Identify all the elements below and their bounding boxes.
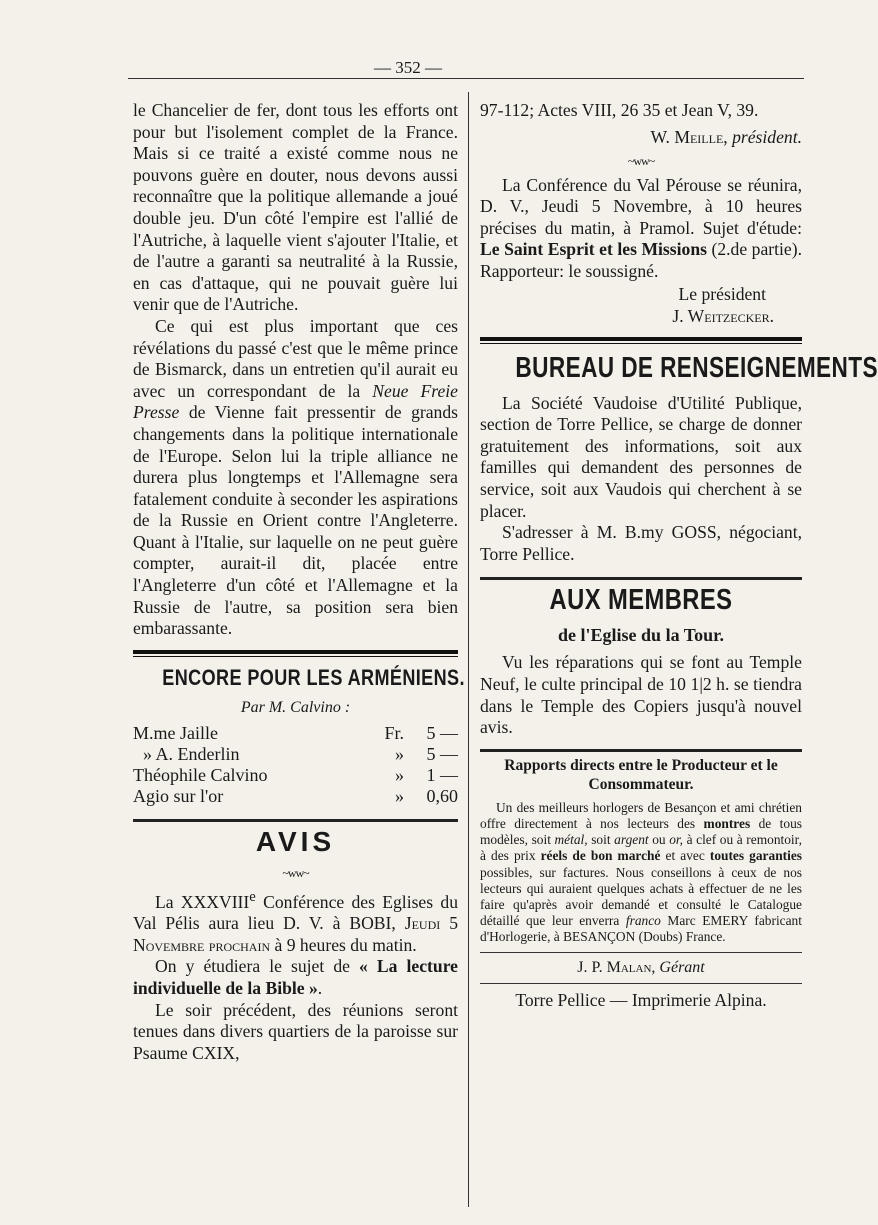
section-rule [480, 983, 802, 984]
section-rule [480, 749, 802, 752]
donation-row: M.me Jaille Fr. 5 — [133, 722, 458, 743]
perouse-paragraph: La Conférence du Val Pérouse se réunira, D. V., Jeudi 5 Novembre, à 10 heures précises du matin, à Pramol. Sujet d'étude: Le Saint Esprit et les Missions (2.de partie). Rapporteur: le soussigné. [480, 174, 802, 281]
donation-row: Théophile Calvino » 1 — [133, 764, 458, 785]
bureau-paragraph-2: S'adresser à M. B.my GOSS, négociant, Torre Pellice. [480, 522, 802, 564]
armeniens-heading: ENCORE POUR LES ARMÉNIENS. [162, 664, 465, 690]
avis-continuation: 97-112; Actes VIII, 26 35 et Jean V, 39. [480, 100, 759, 120]
armeniens-byline: Par M. Calvino : [240, 698, 351, 716]
column-divider [468, 92, 469, 1207]
ornament: ~ww~ [627, 153, 655, 168]
section-rule [480, 337, 802, 344]
membres-heading: AUX MEMBRES [549, 584, 733, 617]
bureau-paragraph-1: La Société Vaudoise d'Utilité Publique, section de Torre Pellice, se charge de donner gratuitement des informations, soit aux familles qui demandent des personnes de service, soit aux Vaudois qui cherchent à se placer. [480, 392, 802, 521]
avis-paragraph-3: Le soir précédent, des réunions seront tenues dans divers quartiers de la paroisse sur Psaume CXIX, [133, 999, 458, 1063]
donation-row: Agio sur l'or » 0,60 [133, 785, 458, 806]
rapports-paragraph: Un des meilleurs horlogers de Besançon et ami chrétien offre directement à nos lecteurs des montres de tous modèles, soit métal, soit argent ou or, à clef ou à remontoir, à des prix réels de bon marché et avec toutes garanties possibles, sur factures. Nous conseillons à ceux de nos lecteurs qui auraient quelques achats à effectuer de ne les faire qu'après avoir demandé et consulté le Catalogue détaillé que leur enverra franco Marc EMERY fabricant d'Horlogerie, à BESANÇON (Doubs) France. [480, 799, 802, 945]
ornament: ~ww~ [282, 865, 309, 880]
avis-signature: W. Meille, président. [650, 126, 802, 147]
right-column [480, 100, 878, 1011]
newspaper-name: Neue Freie Presse [133, 380, 458, 423]
avis-paragraph-1: La XXXVIIIe Conférence des Eglises du Val Pélis aura lieu D. V. à BOBI, Jeudi 5 Novembre prochain à 9 heures du matin. [133, 888, 458, 955]
section-rule [133, 819, 458, 822]
membres-paragraph: Vu les réparations qui se font au Temple Neuf, le culte principal de 10 1|2 h. se tiendra dans le Temple des Copiers jusqu'à nouvel avis. [480, 652, 802, 738]
article-paragraph-2: Ce qui est plus important que ces révélations du passé c'est que le même prince de Bismarck, dans un entretien qu'il aurait eu avec un correspondant de la Neue Freie Presse de Vienne fait pressentir de grands changements dans la politique internationale de l'Europe. Selon lui la triple alliance ne durera plus longtemps et l'Allemagne sera fatalement conduite à seconder les aspirations de la Russie en Orient contre l'Angleterre. Quant à l'Italie, sur laquelle on ne peut guère compter, aurait-il dit, placée entre l'Angleterre d'un côté et l'Allemagne et la Russie de l'autre, sa position sera bien embarassante. [133, 315, 458, 639]
bureau-heading: BUREAU DE RENSEIGNEMENTS [515, 351, 878, 384]
avis-paragraph-2: On y étudiera le sujet de « La lecture individuelle de la Bible ». [133, 956, 458, 999]
section-rule [480, 952, 802, 953]
donation-list [133, 723, 458, 807]
rapports-heading: Rapports directs entre le Producteur et le Consommateur. [504, 756, 778, 793]
left-column [133, 100, 465, 1064]
gerant-line: J. P. Malan, Gérant [577, 958, 705, 976]
perouse-role: Le président [678, 283, 766, 304]
donation-row: » A. Enderlin » 5 — [143, 743, 458, 764]
membres-subtitle: de l'Eglise du la Tour. [558, 625, 724, 646]
perouse-signature: J. Weitzecker. [672, 305, 774, 326]
article-paragraph-1: le Chancelier de fer, dont tous les efforts ont pour but l'isolement complet de la France. Mais si ce traité a existé comme nous ne pouvons guère en douter, nous devons aussi reconnaître que la politique allemande a joué double jeu. D'un côté l'empire est l'allié de l'Autriche, à laquelle vient s'ajouter l'Italie, et de l'autre a garanti sa neutralité à la Russie, en cas d'attaque, qui ne pouvait guère lui venir que de l'Autriche. [133, 100, 458, 315]
imprimerie-line: Torre Pellice — Imprimerie Alpina. [515, 989, 767, 1010]
top-rule [128, 78, 804, 79]
section-rule [133, 650, 458, 657]
page-number: — 352 — [374, 58, 442, 77]
avis-heading: AVIS [255, 825, 336, 857]
section-rule [480, 577, 802, 580]
